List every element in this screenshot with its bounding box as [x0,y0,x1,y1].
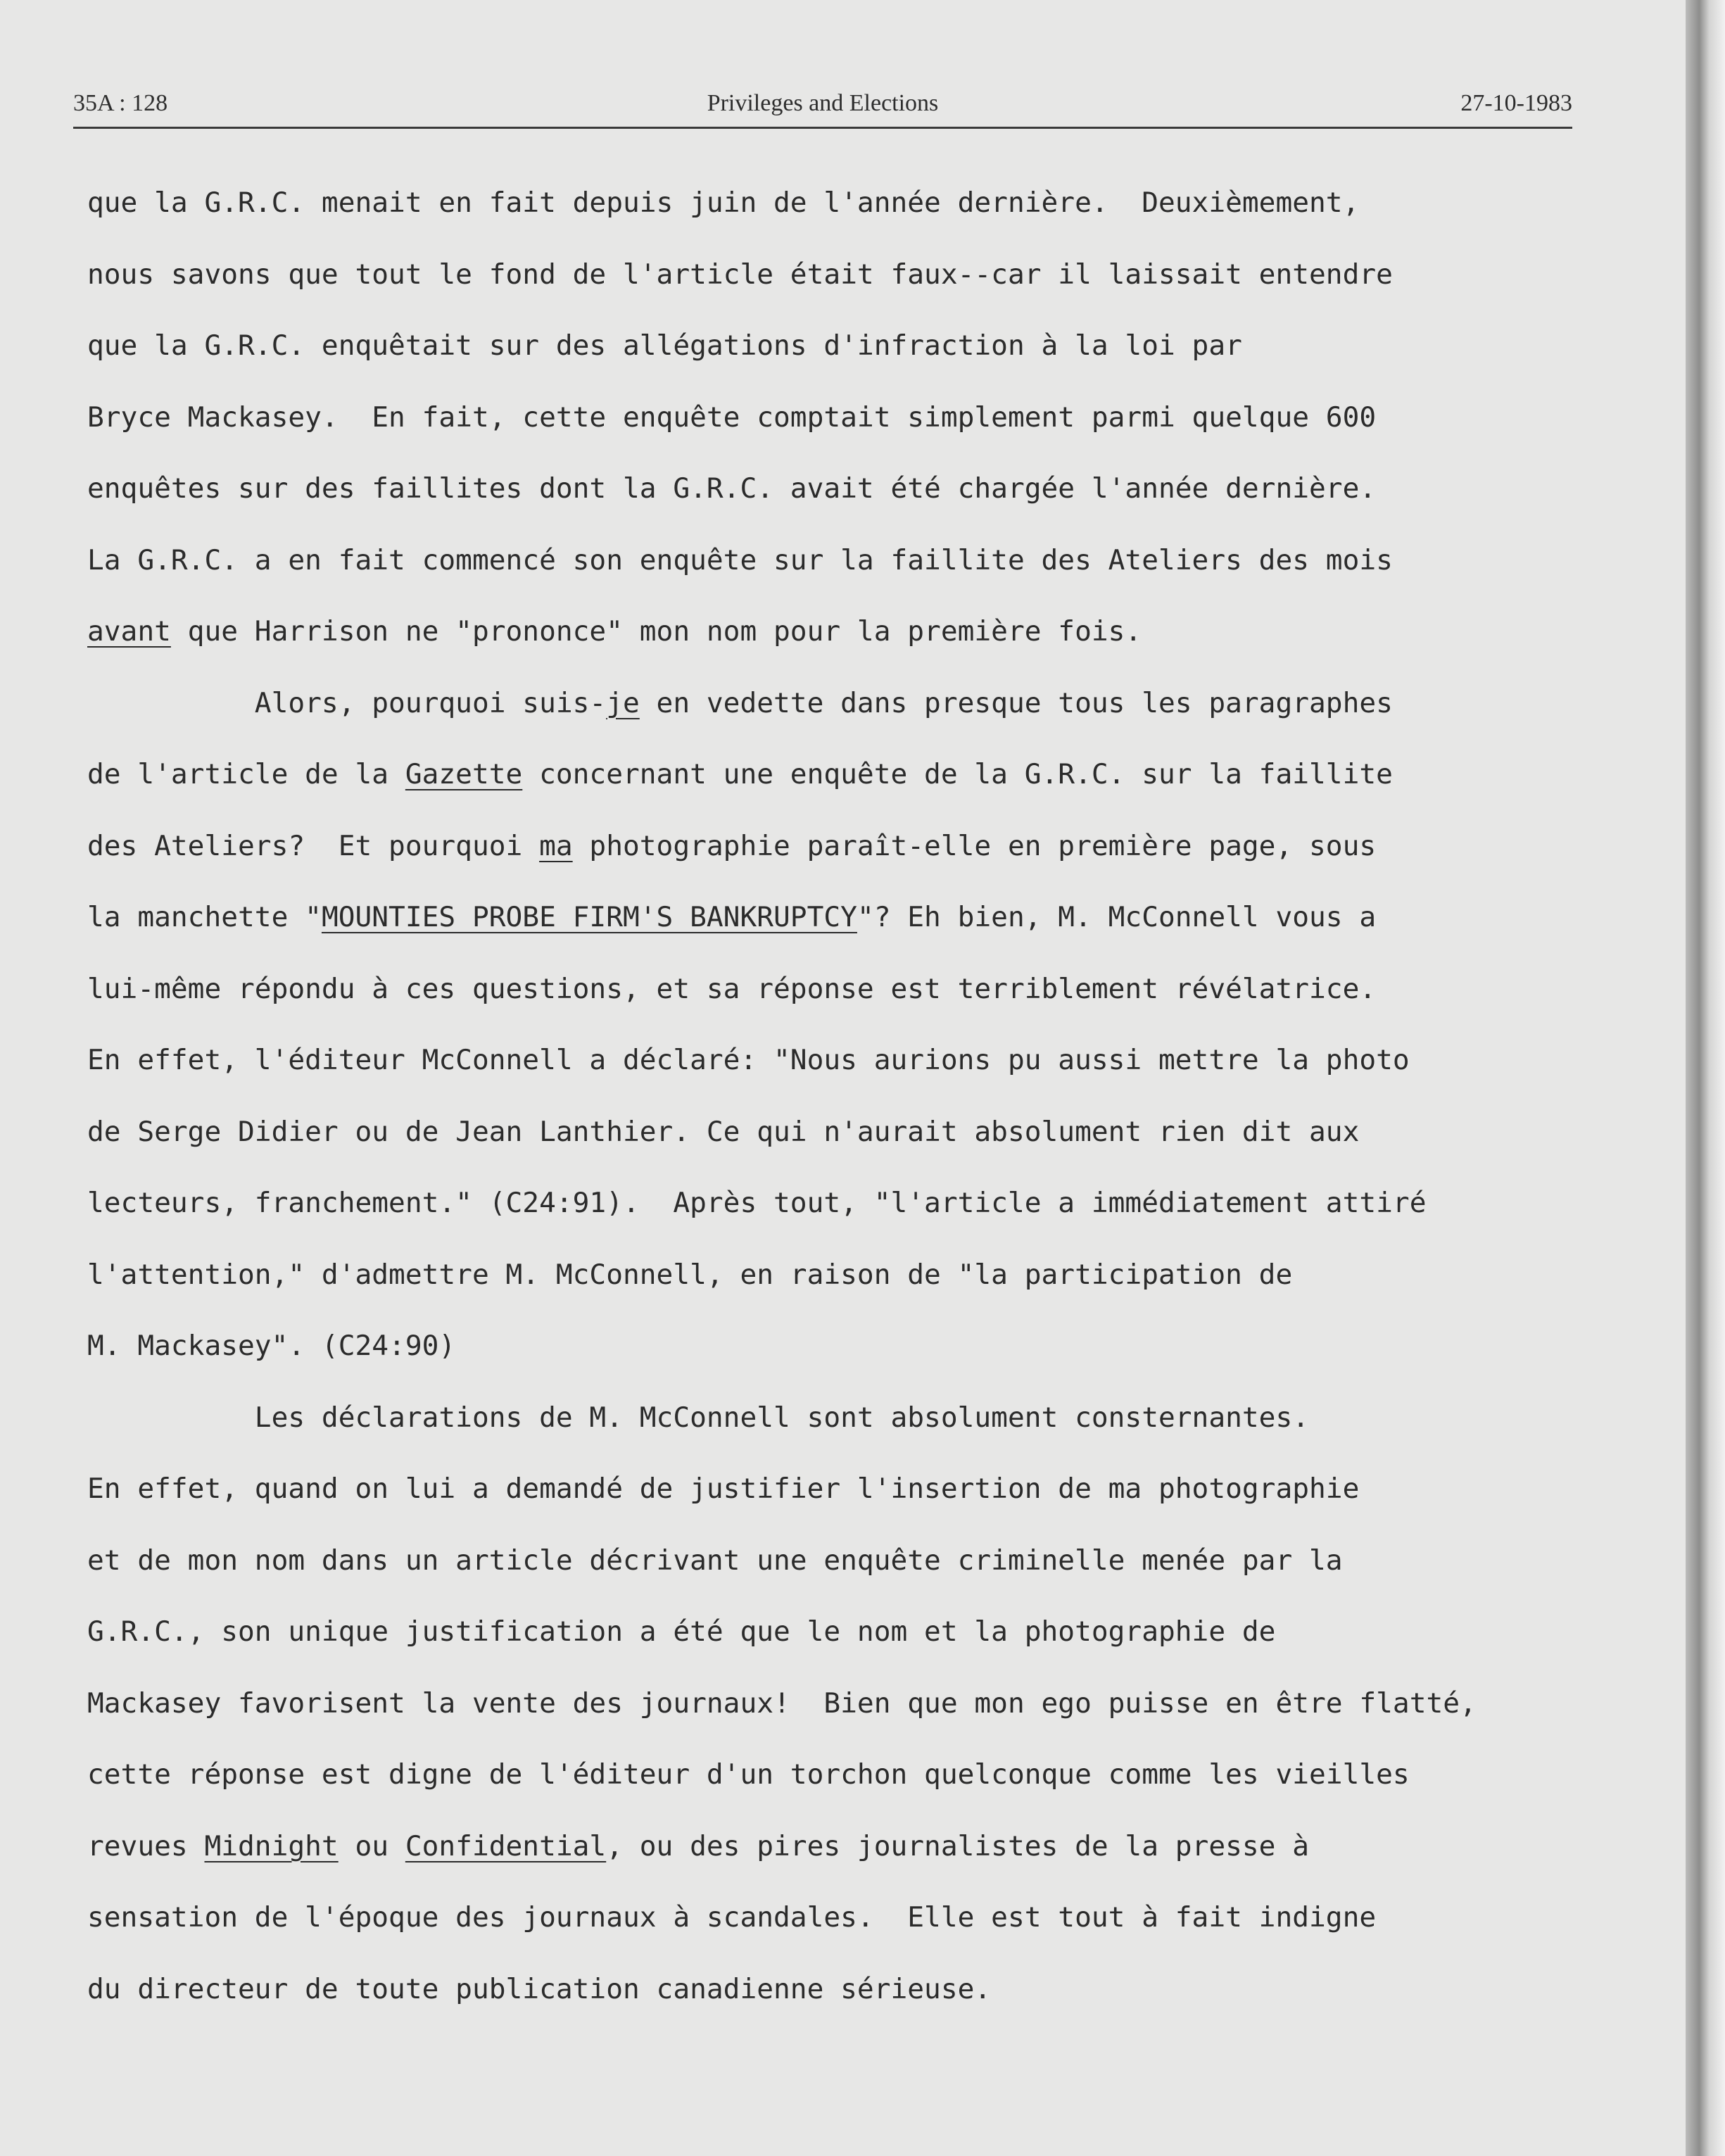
text-segment: En effet, l'éditeur McConnell a déclaré: "Nous aurions pu aussi mettre la photo [87,1044,1410,1076]
text-line [87,1168,1586,1240]
binding-edge [1686,0,1725,2156]
text-line [87,1025,1586,1097]
text-segment: Mackasey favorisent la vente des journaux! Bien que mon ego puisse en être flatté, [87,1687,1477,1720]
underlined-text: ma [539,829,573,862]
text-segment: concernant une enquête de la G.R.C. sur la faillite [522,758,1393,790]
text-line [87,525,1586,597]
text-line [87,954,1586,1026]
text-segment: revues [87,1829,205,1862]
text-line [87,1311,1586,1382]
text-line [87,1454,1586,1525]
text-line [87,739,1586,811]
text-line [87,1525,1586,1597]
underlined-text: je [606,686,640,719]
text-line [87,668,1586,740]
text-line [87,811,1586,883]
text-segment: Bryce Mackasey. En fait, cette enquête comptait simplement parmi quelque 600 [87,401,1377,434]
text-segment: que la G.R.C. menait en fait depuis juin de l'année dernière. Deuxièmement, [87,187,1360,219]
text-segment: ou [338,1829,405,1862]
underlined-text: Confidential [405,1829,607,1862]
underlined-text: Gazette [405,758,523,790]
text-segment: cette réponse est digne de l'éditeur d'un torchon quelconque comme les vieilles [87,1758,1410,1791]
text-segment: de Serge Didier ou de Jean Lanthier. Ce qui n'aurait absolument rien dit aux [87,1115,1360,1148]
text-segment: G.R.C., son unique justification a été que le nom et la photographie de [87,1615,1276,1648]
text-segment: enquêtes sur des faillites dont la G.R.C. avait été chargée l'année dernière. [87,472,1377,505]
text-segment: en vedette dans presque tous les paragraphes [639,686,1393,719]
text-segment: En effet, quand on lui a demandé de justifier l'insertion de ma photographie [87,1473,1360,1505]
text-segment: nous savons que tout le fond de l'article était faux--car il laissait entendre [87,258,1393,291]
page-number: 35A : 128 [73,90,168,116]
text-segment: que la G.R.C. enquêtait sur des allégations d'infraction à la loi par [87,329,1242,362]
header-date: 27-10-1983 [1460,90,1572,116]
text-line [87,1811,1586,1883]
text-segment: et de mon nom dans un article décrivant une enquête criminelle menée par la [87,1544,1343,1577]
underlined-text: Midnight [204,1829,339,1862]
text-segment: La G.R.C. a en fait commencé son enquête sur la faillite des Ateliers des mois [87,543,1393,576]
text-segment: de l'article de la [87,758,405,790]
header-rule [73,127,1572,129]
text-segment: que Harrison ne "prononce" mon nom pour la première fois. [170,615,1142,648]
text-line [87,1097,1586,1168]
text-segment: photographie paraît-elle en première page, sous [572,829,1377,862]
underlined-text: MOUNTIES PROBE FIRM'S BANKRUPTCY [321,901,857,933]
text-segment: lui-même répondu à ces questions, et sa réponse est terriblement révélatrice. [87,972,1377,1005]
text-line [87,1739,1586,1811]
text-line [87,1382,1586,1454]
text-segment: du directeur de toute publication canadienne sérieuse. [87,1972,992,2005]
text-line [87,310,1586,382]
header-title: Privileges and Elections [707,90,939,116]
text-segment: , ou des pires journalistes de la presse à [606,1829,1310,1862]
text-line [87,1240,1586,1311]
text-line [87,1882,1586,1954]
underlined-text: avant [87,615,171,648]
text-line [87,453,1586,525]
text-line [87,1596,1586,1668]
text-line [87,168,1586,239]
text-segment: "? Eh bien, M. McConnell vous a [857,901,1377,933]
text-line [87,382,1586,454]
page-header [73,90,1572,127]
text-segment: lecteurs, franchement." (C24:91). Après tout, "l'article a immédiatement attiré [87,1187,1427,1219]
text-line [87,239,1586,311]
body-text [87,168,1586,2025]
text-line [87,1668,1586,1740]
text-line [87,596,1586,668]
text-segment: Alors, pourquoi suis- [87,686,607,719]
text-segment: Les déclarations de M. McConnell sont absolument consternantes. [87,1401,1310,1434]
text-segment: la manchette " [87,901,322,933]
text-line [87,1954,1586,2026]
text-segment: l'attention," d'admettre M. McConnell, en raison de "la participation de [87,1258,1293,1291]
text-line [87,882,1586,954]
text-segment: M. Mackasey". (C24:90) [87,1330,456,1362]
text-segment: des Ateliers? Et pourquoi [87,829,540,862]
text-segment: sensation de l'époque des journaux à scandales. Elle est tout à fait indigne [87,1901,1377,1934]
